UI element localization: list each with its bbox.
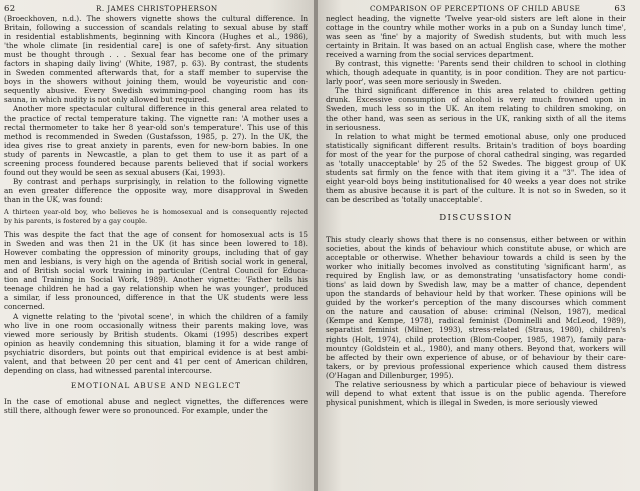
text-line: In relation to what might be termed emotional abuse, only one produced <box>335 131 626 141</box>
left-paragraph-4 <box>4 230 308 311</box>
text-line: separatist feminist (Milner, 1993), stress-related (Straus, 1980), children's <box>326 325 626 335</box>
text-line: valent, and that between 20 per cent and 41 per cent of American children, <box>4 356 308 366</box>
text-line: factors in shaping daily living' (White, 1987, p. 63). By contrast, the students <box>4 59 308 69</box>
text-line: in Sweden commented afterwards that, for a staff member to supervise the <box>4 68 308 78</box>
text-line: must be thought through . . . Sexual fear has become one of the primary <box>4 50 308 60</box>
left-paragraph-5 <box>4 312 308 375</box>
text-line: Sweden, much less so in the UK. An item relating to children smoking, on <box>326 104 626 114</box>
text-line: study of parents in Newcastle, a plan to get them to use it as part of a <box>4 149 308 159</box>
text-line: drunk. Excessive consumption of alcohol is very much frowned upon in <box>326 95 626 105</box>
text-line: certainty in Britain. It was based on an actual English case, where the mother <box>326 41 626 51</box>
right-section-heading: DISCUSSION <box>439 212 513 223</box>
right-page-number: 63 <box>614 4 626 14</box>
left-page <box>0 0 316 491</box>
right-paragraph-1 <box>326 14 626 59</box>
right-paragraph-2 <box>326 59 626 86</box>
text-line: acceptable or otherwise. Whether behaviour towards a child is seen by the <box>326 253 626 263</box>
text-line: which, though adequate in quantity, is in poor condition. They are not particu- <box>326 68 626 78</box>
text-line: rights (Holt, 1974), child protection (Blom-Cooper, 1985, 1987), family para- <box>326 334 626 344</box>
left-paragraph-1 <box>4 14 308 104</box>
text-line: larly poor', was seen more seriously in Sweden. <box>326 77 502 87</box>
right-page <box>316 0 640 491</box>
text-line: In the case of emotional abuse and neglect vignettes, the differences were <box>4 396 308 406</box>
text-line: and of British social work training in particular (Central Council for Educa- <box>4 266 308 276</box>
text-line: eight year-old boys being institutionalised for 40 weeks a year does not strike <box>326 176 626 186</box>
text-line: opinion as heavily condemning this situation, blaming it for a wide range of <box>4 338 308 348</box>
text-line: A vignette relating to the 'pivotal scene', in which the children of a family <box>13 311 308 321</box>
text-line: This was despite the fact that the age of consent for homosexual acts is 15 <box>4 230 308 240</box>
text-line: in Sweden and was then 21 in the UK (it has since been lowered to 18). <box>4 239 308 249</box>
text-line: By contrast, this vignette: 'Parents send their children to school in clothing <box>335 59 626 69</box>
text-line: a similar, if less pronounced, difference in that the UK students were less <box>4 293 308 303</box>
text-line: By contrast and perhaps surprisingly, in relation to the following vignette <box>13 176 308 186</box>
text-line: sauna, in which nudity is not only allowed but required. <box>4 95 210 105</box>
text-line: takers, or by previous professional experience which caused them distress <box>326 361 626 371</box>
text-line: (Kempe and Kempe, 1978), radical feminist (Dominelli and McLeod, 1989), <box>326 316 626 326</box>
text-line: rectal thermometer to take her 8 year-old son's temperature'. This use of this <box>4 122 308 132</box>
left-section-heading: EMOTIONAL ABUSE AND NEGLECT <box>70 380 242 390</box>
text-line: 'the whole climate [in residential care] is one of safety-first. Any situation <box>4 41 308 51</box>
text-line: as 'totally unacceptable' by 25 of the 52 Swedes. The biggest group of UK <box>326 158 626 168</box>
text-line: required by English law, or as demonstrating 'unsatisfactory home condi- <box>326 271 626 281</box>
text-line: statistically significant different results. Britain's tradition of boys boarding <box>326 140 626 150</box>
left-paragraph-2 <box>4 104 308 176</box>
text-line: This study clearly shows that there is no consensus, either between or within <box>326 234 626 244</box>
text-line: still there, although fewer were so pronounced. For example, under the <box>4 405 268 415</box>
text-line: men and lesbians, is very high on the agenda of British social work in general, <box>4 257 308 267</box>
text-line: in residential establishments, beginning with Kincora (Hughes et al., 1986), <box>4 32 308 42</box>
right-paragraph-4 <box>326 132 626 204</box>
right-running-title: COMPARISON OF PERCEPTIONS OF CHILD ABUSE <box>370 4 581 13</box>
right-paragraph-3 <box>326 86 626 131</box>
text-line: received a warning from the social services department. <box>326 50 534 60</box>
text-line: who live in one room occasionally witness their parents making love, was <box>4 320 308 330</box>
text-line: teenage children he had a gay relationship when he was younger', produced <box>4 284 308 294</box>
text-line: found out they would be seen as sexual abusers (Kai, 1993). <box>4 167 226 177</box>
text-line: be affected by their own experience of abuse, or of behaviour by their care- <box>326 352 626 362</box>
right-paragraph-6 <box>326 380 626 407</box>
text-line: Britain, following a succession of scandals relating to sexual abuse by staff <box>4 23 308 33</box>
text-line: can be described as 'totally unacceptable'. <box>326 194 483 204</box>
text-line: method is recommended in Sweden (Gustafsson, 1985, p. 27). In the UK, the <box>4 131 308 141</box>
text-line: for most of the year for the purpose of choral cathedral singing, was regarded <box>326 149 626 159</box>
text-line: Another more spectacular cultural difference in this general area related to <box>13 104 308 114</box>
text-line: The third significant difference in this area related to children getting <box>335 86 626 96</box>
left-running-title: R. JAMES CHRISTOPHERSON <box>96 4 218 13</box>
text-line: boys in the showers without joining them, would be voyeuristic and con- <box>4 77 308 87</box>
text-line: (Broeckhoven, n.d.). The showers vignette shows the cultural difference. In <box>4 14 308 23</box>
text-line: The relative seriousness by which a particular piece of behaviour is viewed <box>335 379 626 389</box>
left-block-quote <box>4 208 308 226</box>
text-line: will depend to what extent that issue is on the public agenda. Therefore <box>326 388 626 398</box>
text-line: concerned. <box>4 302 45 312</box>
text-line: students sat firmly on the fence with that item giving it a "3". The idea of <box>326 167 626 177</box>
text-line: idea gives rise to great anxiety in parents, even for new-born babies. In one <box>4 140 308 150</box>
text-line: tions' as laid down by Swedish law, may be a matter of chance, dependent <box>326 280 626 290</box>
right-paragraph-5 <box>326 235 626 380</box>
left-page-number: 62 <box>4 4 16 14</box>
text-line: depending on class, had witnessed parental intercourse. <box>4 365 212 375</box>
text-line: viewed more seriously by British students. Okami (1995) describes expert <box>4 329 308 339</box>
left-paragraph-6 <box>4 397 308 415</box>
left-paragraph-3 <box>4 177 308 204</box>
text-line: worker who initially becomes involved as constituting 'significant harm', as <box>326 262 626 272</box>
text-line: them as abusive because it is part of the culture. It is not so in Sweden, so it <box>326 185 626 195</box>
text-line: physical punishment, which is illegal in Sweden, is more seriously viewed <box>326 397 598 407</box>
text-line: tion and Training in Social Work, 1989). Another vignette: 'Father tells his <box>4 275 308 285</box>
text-line: in seriousness. <box>326 122 381 132</box>
text-line: was seen as 'fine' by a majority of Swedish students, but with much less <box>326 32 626 42</box>
right-running-head <box>326 4 626 14</box>
text-line: upon the standards of behaviour held by that worker. These opinions will be <box>326 289 626 299</box>
text-line: psychiatric disorders, but points out that empirical evidence is at best ambi- <box>4 347 308 357</box>
text-line: sequently abusive. Every Swedish swimming-pool changing room has its <box>4 86 308 96</box>
text-line: on the nature and causation of abuse: criminal (Nelson, 1987), medical <box>326 307 626 317</box>
text-line: However combating the oppression of minority groups, including that of gay <box>4 248 308 258</box>
text-line: societies, about the kinds of behaviour which constitute abuse, or which are <box>326 244 626 254</box>
text-line: than in the UK, was found: <box>4 194 103 204</box>
text-line: (O'Hagan and Dillenburger, 1995). <box>326 370 454 380</box>
text-line: guided by the worker's perception of the many discourses which comment <box>326 298 626 308</box>
book-gutter <box>314 0 318 491</box>
text-line: an even greater difference the opposite way, more disapproval in Sweden <box>4 185 308 195</box>
left-running-head <box>4 4 308 14</box>
text-line: mountcy (Goldstein et al., 1980), and many others. Beyond that, workers will <box>326 343 626 353</box>
text-line: cottage in the country while mother works in a pub on a Sunday lunch time', <box>326 23 626 33</box>
text-line: neglect heading, the vignette 'Twelve year-old sisters are left alone in their <box>326 14 626 23</box>
quote-line: by his parents, is fostered by a gay couple. <box>4 217 148 226</box>
text-line: the other hand, was seen as serious in the UK, ranking sixth of all the items <box>326 113 626 123</box>
text-line: screening process foundered because parents believed that if social workers <box>4 158 308 168</box>
text-line: the practice of rectal temperature taking. The vignette ran: 'A mother uses a <box>4 113 308 123</box>
quote-line: A thirteen year-old boy, who believes he is homosexual and is consequently rejected <box>4 207 308 216</box>
